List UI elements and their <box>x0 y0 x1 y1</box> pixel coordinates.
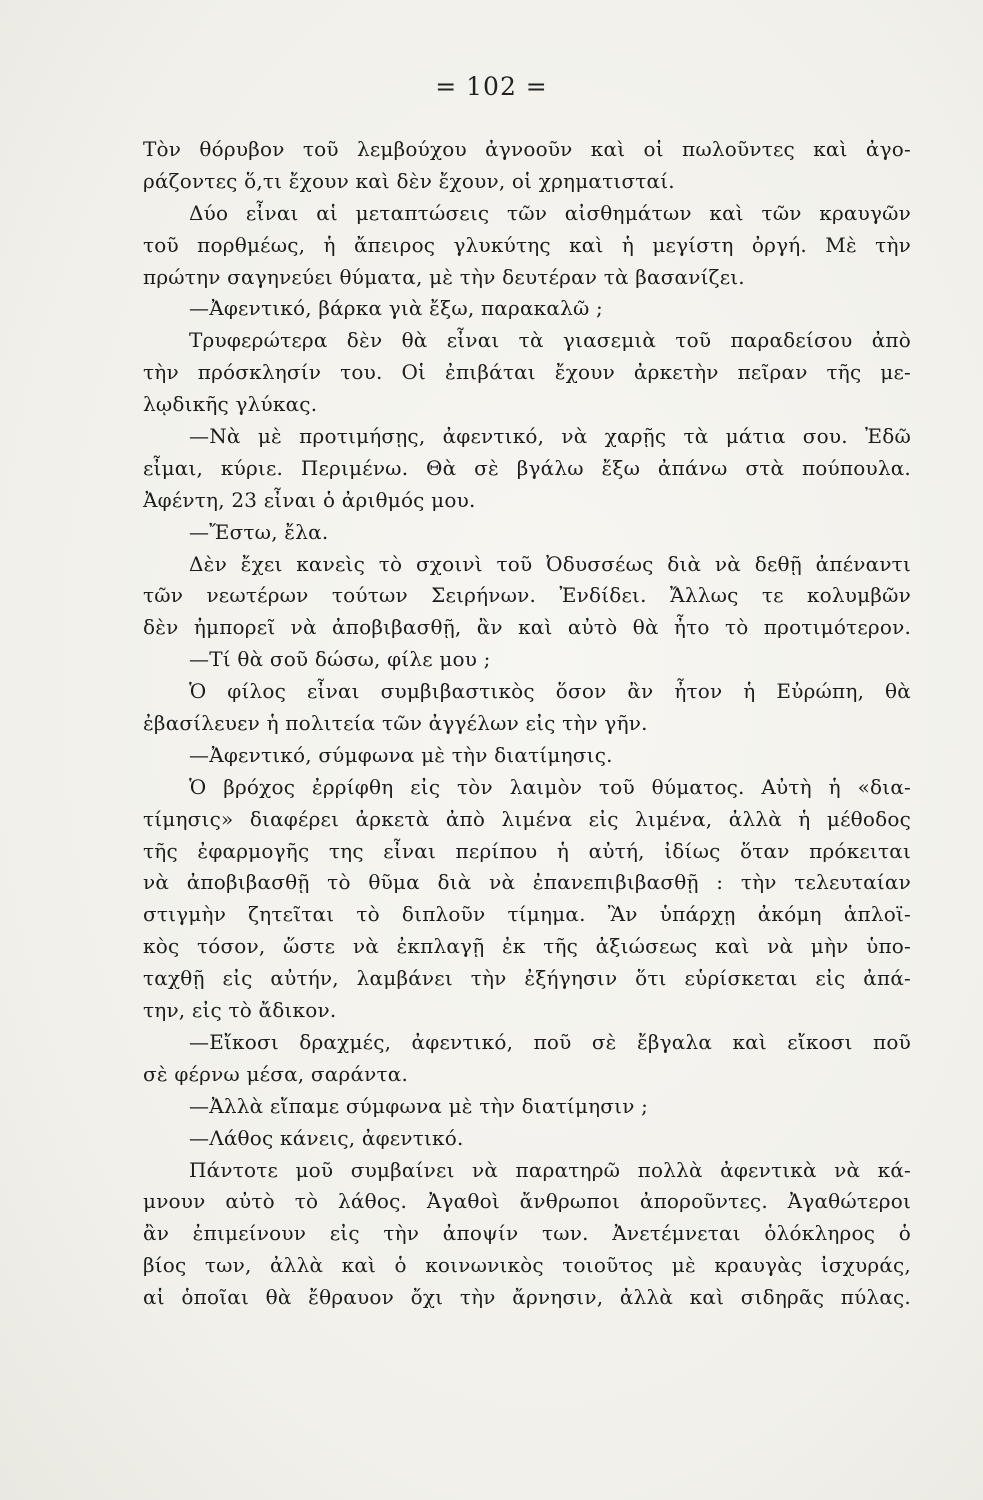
body-text <box>143 134 911 1314</box>
text-line: μνουν αὐτὸ τὸ λάθος. Ἀγαθοὶ ἄνθρωποι ἀποροῦντες. Ἀγαθώτεροι <box>143 1189 911 1214</box>
text-line: σὲ φέρνω μέσα, σαράντα. <box>143 1061 409 1086</box>
text-line: ἂν ἐπιμείνουν εἰς τὴν ἀποψίν των. Ἀνετέμνεται ὁλόκληρος ὁ <box>143 1221 911 1246</box>
text-line: ράζοντες ὅ,τι ἔχουν καὶ δὲν ἔχουν, οἱ χρηματισταί. <box>143 168 675 193</box>
page-number: = 102 = <box>435 72 548 101</box>
text-line: Τὸν θόρυβον τοῦ λεμβούχου ἀγνοοῦν καὶ οἱ πωλοῦντες καὶ ἀγο- <box>143 137 911 161</box>
text-line: εἶμαι, κύριε. Περιμένω. Θὰ σὲ βγάλω ἔξω ἀπάνω στὰ πούπουλα. <box>143 455 911 480</box>
text-line: —Ἀφεντικό, σύμφωνα μὲ τὴν διατίμησις. <box>189 742 613 767</box>
text-line: τῆς ἐφαρμογῆς της εἶναι περίπου ἡ αὐτή, ἰδίως ὅταν πρόκειται <box>143 838 911 863</box>
text-line: —Εἴκοσι δραχμές, ἀφεντικό, ποῦ σὲ ἔβγαλα καὶ εἴκοσι ποῦ <box>189 1029 911 1054</box>
text-line: —Ἀλλὰ εἴπαμε σύμφωνα μὲ τὴν διατίμησιν ; <box>189 1093 649 1118</box>
text-line: ταχθῇ εἰς αὐτήν, λαμβάνει τὴν ἐξήγησιν ὅτι εὑρίσκεται εἰς ἀπά- <box>143 966 911 991</box>
text-line: κὸς τόσον, ὥστε νὰ ἐκπλαγῇ ἐκ τῆς ἀξιώσεως καὶ νὰ μὴν ὑπο- <box>143 934 911 959</box>
text-line: Ἀφέντη, 23 εἶναι ὁ ἀριθμός μου. <box>143 487 476 512</box>
text-line: τὴν πρόσκλησίν του. Οἱ ἐπιβάται ἔχουν ἀρκετὴν πεῖραν τῆς με- <box>143 360 911 385</box>
text-line: αἱ ὁποῖαι θὰ ἔθραυον ὄχι τὴν ἄρνησιν, ἀλλὰ καὶ σιδηρᾶς πύλας. <box>143 1285 911 1310</box>
text-line: νὰ ἀποβιβασθῇ τὸ θῦμα διὰ νὰ ἐπανεπιβιβασθῇ : τὴν τελευταίαν <box>143 870 911 895</box>
text-line: τοῦ πορθμέως, ἡ ἄπειρος γλυκύτης καὶ ἡ μεγίστη ὀργή. Μὲ τὴν <box>143 232 911 257</box>
text-line: Ὁ φίλος εἶναι συμβιβαστικὸς ὅσον ἂν ἦτον ἡ Εὐρώπη, θὰ <box>189 679 911 704</box>
text-line: την, εἰς τὸ ἄδικον. <box>143 998 337 1023</box>
text-line: Δύο εἶναι αἱ μεταπτώσεις τῶν αἰσθημάτων καὶ τῶν κραυγῶν <box>189 200 911 225</box>
text-line: πρώτην σαγηνεύει θύματα, μὲ τὴν δευτέραν τὰ βασανίζει. <box>143 264 745 289</box>
text-line: Ὁ βρόχος ἐρρίφθη εἰς τὸν λαιμὸν τοῦ θύματος. Αὐτὴ ἡ «δια- <box>189 774 911 799</box>
text-line: βίος των, ἀλλὰ καὶ ὁ κοινωνικὸς τοιοῦτος μὲ κραυγὰς ἰσχυράς, <box>143 1253 911 1278</box>
text-line: δὲν ἠμπορεῖ νὰ ἀποβιβασθῇ, ἂν καὶ αὐτὸ θὰ ἦτο τὸ προτιμότερον. <box>143 615 911 640</box>
text-line: τῶν νεωτέρων τούτων Σειρήνων. Ἐνδίδει. Ἄλλως τε κολυμβῶν <box>143 583 911 608</box>
text-line: ἐβασίλευεν ἡ πολιτεία τῶν ἀγγέλων εἰς τὴν γῆν. <box>143 711 648 736</box>
text-line: —Ἔστω, ἔλα. <box>189 519 329 544</box>
text-line: λῳδικῆς γλύκας. <box>143 392 318 417</box>
text-line: —Νὰ μὲ προτιμήσῃς, ἀφεντικό, νὰ χαρῇς τὰ μάτια σου. Ἐδῶ <box>189 424 911 449</box>
text-line: στιγμὴν ζητεῖται τὸ διπλοῦν τίμημα. Ἂν ὑπάρχῃ ἀκόμη ἁπλοϊ- <box>143 902 911 927</box>
text-line: Δὲν ἔχει κανεὶς τὸ σχοινὶ τοῦ Ὀδυσσέως διὰ νὰ δεθῇ ἀπέναντι <box>189 551 911 576</box>
text-line: —Τί θὰ σοῦ δώσω, φίλε μου ; <box>189 647 491 672</box>
text-line: —Ἀφεντικό, βάρκα γιὰ ἔξω, παρακαλῶ ; <box>189 296 603 321</box>
text-line: —Λάθος κάνεις, ἀφεντικό. <box>189 1125 464 1150</box>
text-line: Τρυφερώτερα δὲν θὰ εἶναι τὰ γιασεμιὰ τοῦ παραδείσου ἀπὸ <box>189 328 911 353</box>
text-line: τίμησις» διαφέρει ἀρκετὰ ἀπὸ λιμένα εἰς λιμένα, ἀλλὰ ἡ μέθοδος <box>143 806 911 831</box>
text-line: Πάντοτε μοῦ συμβαίνει νὰ παρατηρῶ πολλὰ ἀφεντικὰ νὰ κά- <box>189 1157 911 1182</box>
